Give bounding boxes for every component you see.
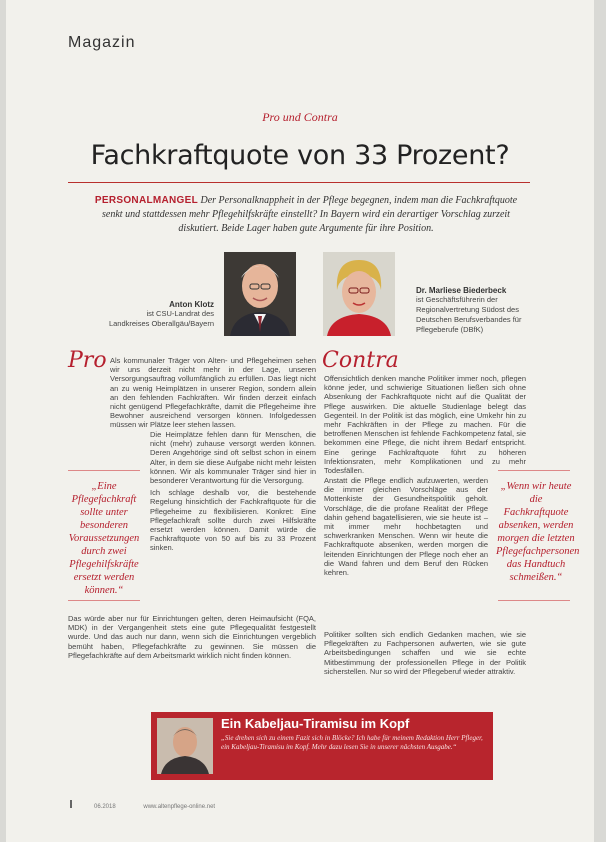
contra-author-photo — [323, 252, 395, 336]
article-lead — [94, 194, 518, 236]
article-kicker: Pro und Contra — [262, 110, 338, 124]
pro-quote: „Eine Pflegefachkraft sollte unter besonderen Voraussetzungen durch zwei Pflegehilfskräfte ersetzt werden können.“ — [68, 481, 140, 596]
pro-text-top — [110, 356, 316, 433]
contra-heading: Contra — [322, 348, 399, 373]
pro-author — [104, 300, 214, 329]
promo-photo — [157, 718, 213, 774]
lead-label: PERSONALMANGEL — [94, 195, 198, 206]
contra-quote-rule-bottom — [498, 600, 570, 601]
contra-text-top — [324, 374, 526, 478]
promo-title: Ein Kabeljau-Tiramisu im Kopf — [221, 716, 410, 731]
contra-author-name: Dr. Marliese Biederbeck — [416, 286, 507, 295]
pro-heading: Pro — [68, 348, 107, 373]
footer-issue: 06.2018 — [94, 804, 116, 810]
pro-quote-rule-bottom — [68, 600, 140, 601]
contra-text-mid — [324, 476, 488, 580]
contra-author-desc: ist Geschäftsführerin der Regionalvertretung Südost des Deutschen Berufsverbandes für Pflegeberufe (DBfK) — [416, 295, 522, 334]
pro-text-mid — [150, 430, 316, 556]
promo-text: „Sie drehen sich zu einem Fazit sich in Blöcke? Ich habe für meinem Redaktion Herr Pfleger, ein Kabeljau-Tiramisu im Kopf. Mehr dazu lesen Sie in unserer nächsten Ausgabe.“ — [221, 734, 483, 751]
contra-paragraph-2: Anstatt die Pflege endlich aufzuwerten, werden die immer gleichen Vorschläge aus der Mottenkiste der Gesundheitspolitik geholt. Vorschläge, die die profane Realität der Pflege dahin gehend bagatellisieren, wie sie heute ist – mit immer mehr hochbetagten und schwerkranken Menschen. Wenn wir heute die Fachkraftquote absenken, werden morgen die leitenden Einrichtungen der Pflege noch eher an die Wand fahren und dem Beruf den Rücken kehren. — [324, 476, 488, 578]
contra-quote-rule-top — [498, 470, 570, 471]
section-label: Magazin — [68, 34, 136, 51]
pro-text-bottom — [68, 614, 316, 663]
magazine-page — [6, 0, 594, 842]
pro-paragraph-2: Die Heimplätze fehlen dann für Menschen, die nicht (mehr) zuhause versorgt werden können. Deren Angehörige sind oft selbst schon in einem Alter, in dem sie diese Aufgabe nicht mehr leisten können. Wir als kommunaler Träger sind hier in besonderer Verantwortung für die Versorgung. — [150, 430, 316, 486]
pro-paragraph-4: Das würde aber nur für Einrichtungen gelten, deren Heimaufsicht (FQA, MDK) in der Vergangenheit stets eine gute Pflegequalität festgestellt wurde. Und das auch nur dann, wenn sich die Einrichtungen vergeblich bemüht haben, Pflegefachkräfte zu gewinnen. Sie müssen die Pflegefachkräfte auf dem Arbeitsmarkt wirklich nicht finden können. — [68, 614, 316, 660]
contra-paragraph-3: Politiker sollten sich endlich Gedanken machen, wie sie Pflegekräften zu Fachpersonen aufwerten, wie sie gute Arbeitsbedingungen schaffen und wie sie echte Mitbestimmung der professionellen Pflege in der Politik sicherstellen. Nur so wird der Pflegeberuf wieder attraktiv. — [324, 630, 526, 676]
promo-box[interactable] — [151, 712, 493, 780]
lead-text: Der Personalknappheit in der Pflege begegnen, indem man die Fachkraftquote senkt und stattdessen mehr Pflegehilfskräfte einstellt? In Bayern wird ein derartiger Vorschlag zurzeit diskutiert. Beide Lager haben gute Argumente für ihre Position. — [102, 195, 518, 234]
contra-paragraph-1: Offensichtlich denken manche Politiker immer noch, pflegen könne jeder, und schwierige Situationen ließen sich ohne Absenkung der Fachkraftquote nicht auf die Qualität der Pflege auswirken. Die aktuelle Studienlage belegt das Gegenteil. In der Politik ist das möglich, eine Umkehr hin zu mehr Fachkräften in der Pflege zu machen. Für die betroffenen Menschen ist fehlende Fachkompetenz fatal, sie bekommen eine Pflege, die nicht ihrem Bedarf entspricht. Eine geringe Fachkraftquote führt zu höheren Infektionsraten, mehr Komplikationen und zu mehr Todesfällen. — [324, 374, 526, 476]
contra-author — [416, 286, 536, 335]
page-footer — [72, 804, 241, 810]
pro-quote-rule-top — [68, 470, 140, 471]
pro-author-desc: ist CSU-Landrat des Landkreises Oberallgäu/Bayern — [108, 309, 214, 328]
title-divider — [68, 182, 530, 183]
pro-author-name: Anton Klotz — [169, 300, 214, 309]
article-title: Fachkraftquote von 33 Prozent? — [90, 140, 510, 171]
pro-paragraph-3: Ich schlage deshalb vor, die bestehende Regelung hinsichtlich der Fachkraftquote für die Pflegeheime zu flexibilisieren. Konkret: Eine Pflegefachkraft sollte durch zwei Hilfskräfte ersetzt werden können. Damit würde die Fachkraftquote von 50 auf bis zu 33 Prozent sinken. — [150, 488, 316, 553]
pro-author-photo — [224, 252, 296, 336]
footer-web[interactable]: www.altenpflege-online.net — [143, 804, 216, 810]
contra-text-bottom — [324, 630, 526, 679]
pro-paragraph-1: Als kommunaler Träger von Alten- und Pflegeheimen sehen wir uns derzeit nicht mehr in der Lage, unseren Versorgungsauftrag vollumfänglich zu erfüllen. Das liegt nicht an zu wenig Heimplätzen in unserer Region, sondern allein an den fehlenden Fachkräften. Wir finden derzeit einfach nicht genügend Pflegefachkräfte, damit die Pflegeheime ihre Bewohner ausreichend versorgen können. Infolgedessen müssen wir Plätze leer stehen lassen. — [110, 356, 316, 430]
contra-quote: „Wenn wir heute die Fachkraftquote absenken, werden morgen die letzten Pflegefachpersonen das Handtuch schmeißen.“ — [496, 481, 580, 583]
